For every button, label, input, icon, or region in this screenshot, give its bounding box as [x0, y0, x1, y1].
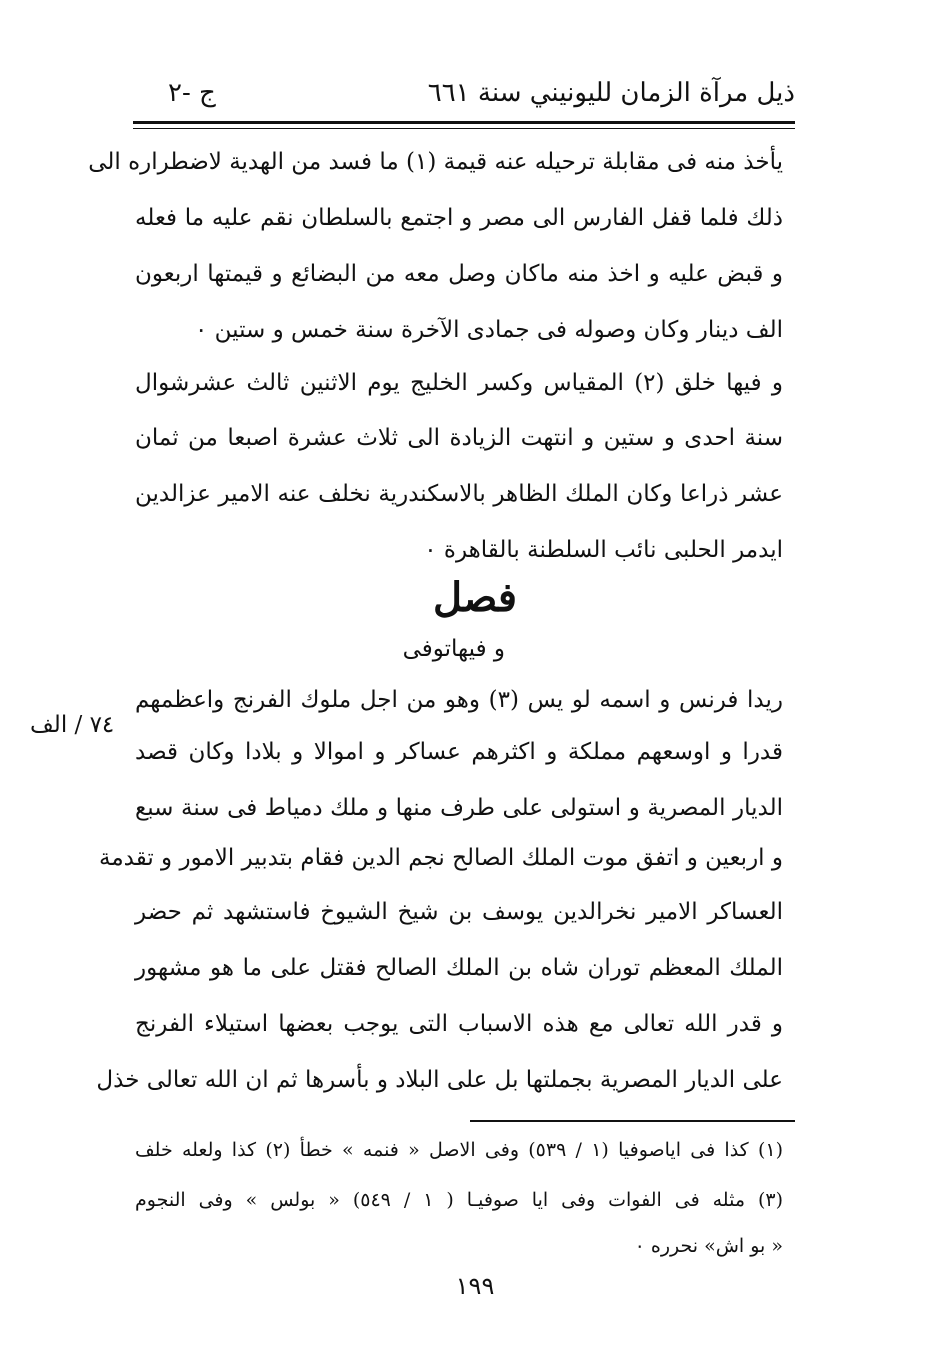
text-line: ريدا فرنس و اسمه لو يس (٣) وهو من اجل ملوك الفرنج واعظمهم	[135, 687, 783, 713]
footnote-line: (١) كذا فى اياصوفيا (١ / ٥٣٩) وفى الاصل « فنمه » خطأ (٢) كذا ولعله خلف	[135, 1139, 784, 1161]
text-line: يأخذ منه فى مقابلة ترحيله عنه قيمة (١) ما فسد من الهدية لاضطراره الى	[88, 149, 783, 175]
section-heading: فصل	[432, 574, 518, 621]
section-subheading: و فيهاتوفى	[402, 636, 505, 662]
margin-folio-note: ٧٤ / الف	[30, 712, 115, 738]
text-line: الف دينار وكان وصوله فى جمادى الآخرة سنة خمس و ستين ٠	[194, 317, 783, 343]
footnote-line: « بو اش» نحرره ٠	[634, 1235, 783, 1257]
text-line: ذلك فلما قفل الفارس الى مصر و اجتمع بالسلطان نقم عليه ما فعله	[135, 205, 783, 231]
running-header-title: ذيل مرآة الزمان لليونيني سنة ٦٦١	[427, 78, 795, 108]
text-line: و فيها خلق (٢) المقياس وكسر الخليج يوم الاثنين ثالث عشرشوال	[135, 370, 783, 396]
text-line: سنة احدى و ستين و انتهت الزيادة الى ثلاث عشرة اصبعا من ثمان	[135, 425, 783, 451]
footnote-line: (٣) مثله فى الفوات وفى ايا صوفيـا ( ١ / ٥٤٩) « بولس » وفى النجوم	[135, 1189, 784, 1211]
text-line: الملك المعظم توران شاه بن الملك الصالح فقتل على ما هو مشهور	[135, 955, 783, 981]
text-line: و اربعين و اتفق موت الملك الصالح نجم الدين فقام بتدبير الامور و تقدمة	[98, 845, 783, 871]
text-line: الديار المصرية و استولى على طرف منها و ملك دمياط فى سنة سبع	[135, 795, 783, 821]
text-line: العساكر الامير نخرالدين يوسف بن شيخ الشيوخ فاستشهد ثم حضر	[135, 899, 783, 925]
header-rule-thick	[133, 121, 795, 124]
page-number: ١٩٩	[455, 1272, 495, 1300]
header-rule-thin	[133, 128, 795, 129]
text-line: عشر ذراعا وكان الملك الظاهر بالاسكندرية نخلف عنه الامير عزالدين	[135, 481, 783, 507]
footnote-rule	[470, 1120, 795, 1122]
running-header-volume: ج -٢	[168, 78, 216, 108]
text-line: و قدر الله تعالى مع هذه الاسباب التى يوجب بعضها استيلاء الفرنج	[135, 1011, 783, 1037]
text-line: على الديار المصرية بجملتها بل على البلاد و بأسرها ثم ان الله تعالى خذل	[96, 1067, 783, 1093]
text-line: ايدمر الحلبى نائب السلطنة بالقاهرة ٠	[424, 537, 783, 563]
text-line: و قبض عليه و اخذ منه ماكان وصل معه من البضائع و قيمتها اربعون	[135, 261, 783, 287]
text-line: قدرا و اوسعهم مملكة و اكثرهم عساكر و اموالا و بلادا وكان قصد	[135, 739, 783, 765]
